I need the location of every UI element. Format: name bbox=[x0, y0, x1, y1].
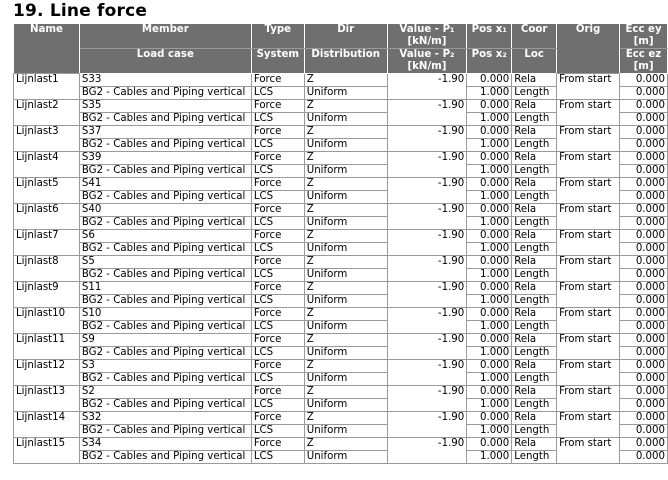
table-header bbox=[14, 24, 668, 74]
cell-load-case: BG2 - Cables and Piping vertical bbox=[79, 139, 251, 152]
cell-system: LCS bbox=[251, 321, 304, 334]
cell-pos-x2: 1.000 bbox=[467, 191, 512, 204]
cell-load-case: BG2 - Cables and Piping vertical bbox=[79, 113, 251, 126]
cell-member: S37 bbox=[79, 126, 251, 139]
table-row bbox=[14, 334, 668, 347]
cell-load-case: BG2 - Cables and Piping vertical bbox=[79, 217, 251, 230]
cell-orig: From start bbox=[557, 256, 620, 282]
cell-name: Lijnlast5 bbox=[14, 178, 80, 204]
cell-orig: From start bbox=[557, 152, 620, 178]
cell-pos-x1: 0.000 bbox=[467, 386, 512, 399]
cell-ecc-ez: 0.000 bbox=[620, 191, 668, 204]
cell-distribution: Uniform bbox=[304, 347, 387, 360]
cell-ecc-ez: 0.000 bbox=[620, 269, 668, 282]
cell-value-p1: -1.90 bbox=[387, 152, 467, 165]
cell-distribution: Uniform bbox=[304, 165, 387, 178]
cell-pos-x1: 0.000 bbox=[467, 308, 512, 321]
cell-ecc-ez: 0.000 bbox=[620, 165, 668, 178]
cell-loc: Length bbox=[512, 139, 557, 152]
cell-orig: From start bbox=[557, 334, 620, 360]
cell-system: LCS bbox=[251, 373, 304, 386]
cell-pos-x1: 0.000 bbox=[467, 438, 512, 451]
cell-system: LCS bbox=[251, 139, 304, 152]
header-value-p2: Value - P₂ [kN/m] bbox=[387, 49, 467, 74]
cell-system: LCS bbox=[251, 243, 304, 256]
cell-load-case: BG2 - Cables and Piping vertical bbox=[79, 269, 251, 282]
cell-distribution: Uniform bbox=[304, 399, 387, 412]
table-row bbox=[14, 308, 668, 321]
header-value-p1: Value - P₁ [kN/m] bbox=[387, 24, 467, 49]
cell-system: LCS bbox=[251, 269, 304, 282]
cell-dir: Z bbox=[304, 126, 387, 139]
table-row bbox=[14, 386, 668, 399]
cell-name: Lijnlast3 bbox=[14, 126, 80, 152]
cell-orig: From start bbox=[557, 438, 620, 464]
cell-orig: From start bbox=[557, 126, 620, 152]
cell-system: LCS bbox=[251, 399, 304, 412]
header-member: Member bbox=[79, 24, 251, 49]
cell-name: Lijnlast7 bbox=[14, 230, 80, 256]
cell-loc: Length bbox=[512, 243, 557, 256]
cell-pos-x1: 0.000 bbox=[467, 412, 512, 425]
cell-type: Force bbox=[251, 282, 304, 295]
cell-load-case: BG2 - Cables and Piping vertical bbox=[79, 87, 251, 100]
cell-ecc-ey: 0.000 bbox=[620, 74, 668, 87]
cell-orig: From start bbox=[557, 204, 620, 230]
table-body bbox=[14, 74, 668, 464]
cell-value-p1: -1.90 bbox=[387, 100, 467, 113]
cell-type: Force bbox=[251, 256, 304, 269]
cell-name: Lijnlast11 bbox=[14, 334, 80, 360]
cell-member: S2 bbox=[79, 386, 251, 399]
cell-distribution: Uniform bbox=[304, 139, 387, 152]
cell-pos-x1: 0.000 bbox=[467, 204, 512, 217]
cell-pos-x2: 1.000 bbox=[467, 139, 512, 152]
cell-ecc-ey: 0.000 bbox=[620, 152, 668, 165]
cell-ecc-ey: 0.000 bbox=[620, 438, 668, 451]
cell-coor: Rela bbox=[512, 100, 557, 113]
cell-coor: Rela bbox=[512, 256, 557, 269]
cell-coor: Rela bbox=[512, 308, 557, 321]
cell-ecc-ey: 0.000 bbox=[620, 386, 668, 399]
cell-pos-x2: 1.000 bbox=[467, 373, 512, 386]
cell-ecc-ez: 0.000 bbox=[620, 425, 668, 438]
cell-value-p2 bbox=[387, 165, 467, 178]
cell-coor: Rela bbox=[512, 360, 557, 373]
cell-value-p1: -1.90 bbox=[387, 126, 467, 139]
cell-value-p2 bbox=[387, 425, 467, 438]
cell-coor: Rela bbox=[512, 282, 557, 295]
cell-system: LCS bbox=[251, 451, 304, 464]
cell-dir: Z bbox=[304, 412, 387, 425]
cell-ecc-ez: 0.000 bbox=[620, 399, 668, 412]
cell-system: LCS bbox=[251, 217, 304, 230]
cell-pos-x1: 0.000 bbox=[467, 256, 512, 269]
cell-load-case: BG2 - Cables and Piping vertical bbox=[79, 295, 251, 308]
cell-loc: Length bbox=[512, 87, 557, 100]
header-distribution: Distribution bbox=[304, 49, 387, 74]
cell-loc: Length bbox=[512, 347, 557, 360]
table-row bbox=[14, 230, 668, 243]
cell-member: S10 bbox=[79, 308, 251, 321]
table-row bbox=[14, 204, 668, 217]
cell-loc: Length bbox=[512, 113, 557, 126]
cell-ecc-ey: 0.000 bbox=[620, 308, 668, 321]
cell-pos-x1: 0.000 bbox=[467, 334, 512, 347]
cell-member: S41 bbox=[79, 178, 251, 191]
header-orig: Orig bbox=[557, 24, 620, 74]
cell-distribution: Uniform bbox=[304, 217, 387, 230]
cell-coor: Rela bbox=[512, 152, 557, 165]
cell-ecc-ez: 0.000 bbox=[620, 139, 668, 152]
cell-distribution: Uniform bbox=[304, 321, 387, 334]
table-row bbox=[14, 74, 668, 87]
cell-distribution: Uniform bbox=[304, 373, 387, 386]
cell-orig: From start bbox=[557, 230, 620, 256]
cell-type: Force bbox=[251, 100, 304, 113]
cell-orig: From start bbox=[557, 178, 620, 204]
cell-member: S40 bbox=[79, 204, 251, 217]
cell-dir: Z bbox=[304, 438, 387, 451]
table-row bbox=[14, 126, 668, 139]
cell-value-p2 bbox=[387, 373, 467, 386]
cell-ecc-ez: 0.000 bbox=[620, 217, 668, 230]
cell-name: Lijnlast1 bbox=[14, 74, 80, 100]
table-row bbox=[14, 360, 668, 373]
cell-dir: Z bbox=[304, 308, 387, 321]
cell-coor: Rela bbox=[512, 412, 557, 425]
cell-ecc-ey: 0.000 bbox=[620, 100, 668, 113]
cell-dir: Z bbox=[304, 256, 387, 269]
cell-ecc-ey: 0.000 bbox=[620, 412, 668, 425]
cell-ecc-ey: 0.000 bbox=[620, 256, 668, 269]
cell-orig: From start bbox=[557, 412, 620, 438]
cell-value-p1: -1.90 bbox=[387, 178, 467, 191]
cell-type: Force bbox=[251, 204, 304, 217]
cell-name: Lijnlast4 bbox=[14, 152, 80, 178]
cell-name: Lijnlast15 bbox=[14, 438, 80, 464]
cell-value-p2 bbox=[387, 269, 467, 282]
cell-orig: From start bbox=[557, 74, 620, 100]
cell-type: Force bbox=[251, 152, 304, 165]
cell-orig: From start bbox=[557, 308, 620, 334]
cell-value-p2 bbox=[387, 113, 467, 126]
cell-pos-x2: 1.000 bbox=[467, 347, 512, 360]
table-row bbox=[14, 152, 668, 165]
cell-system: LCS bbox=[251, 425, 304, 438]
header-loc: Loc bbox=[512, 49, 557, 74]
cell-dir: Z bbox=[304, 230, 387, 243]
cell-ecc-ez: 0.000 bbox=[620, 87, 668, 100]
cell-pos-x2: 1.000 bbox=[467, 321, 512, 334]
page-title: 19. Line force bbox=[13, 1, 148, 21]
cell-system: LCS bbox=[251, 347, 304, 360]
cell-loc: Length bbox=[512, 425, 557, 438]
cell-ecc-ez: 0.000 bbox=[620, 451, 668, 464]
cell-dir: Z bbox=[304, 74, 387, 87]
cell-distribution: Uniform bbox=[304, 113, 387, 126]
cell-name: Lijnlast14 bbox=[14, 412, 80, 438]
cell-pos-x2: 1.000 bbox=[467, 295, 512, 308]
cell-ecc-ez: 0.000 bbox=[620, 347, 668, 360]
cell-value-p2 bbox=[387, 139, 467, 152]
cell-load-case: BG2 - Cables and Piping vertical bbox=[79, 373, 251, 386]
header-type: Type bbox=[251, 24, 304, 49]
cell-system: LCS bbox=[251, 113, 304, 126]
cell-loc: Length bbox=[512, 165, 557, 178]
cell-value-p1: -1.90 bbox=[387, 204, 467, 217]
header-name: Name bbox=[14, 24, 80, 74]
cell-distribution: Uniform bbox=[304, 425, 387, 438]
cell-dir: Z bbox=[304, 360, 387, 373]
cell-load-case: BG2 - Cables and Piping vertical bbox=[79, 243, 251, 256]
cell-coor: Rela bbox=[512, 334, 557, 347]
header-pos-x1: Pos x₁ bbox=[467, 24, 512, 49]
cell-pos-x1: 0.000 bbox=[467, 360, 512, 373]
cell-type: Force bbox=[251, 412, 304, 425]
cell-member: S39 bbox=[79, 152, 251, 165]
cell-value-p1: -1.90 bbox=[387, 282, 467, 295]
cell-value-p2 bbox=[387, 347, 467, 360]
cell-member: S35 bbox=[79, 100, 251, 113]
cell-pos-x1: 0.000 bbox=[467, 282, 512, 295]
table-row bbox=[14, 256, 668, 269]
cell-member: S9 bbox=[79, 334, 251, 347]
cell-load-case: BG2 - Cables and Piping vertical bbox=[79, 191, 251, 204]
cell-system: LCS bbox=[251, 191, 304, 204]
header-ecc-ey: Ecc ey [m] bbox=[620, 24, 668, 49]
cell-loc: Length bbox=[512, 295, 557, 308]
header-coor: Coor bbox=[512, 24, 557, 49]
line-force-table bbox=[13, 23, 668, 464]
cell-ecc-ez: 0.000 bbox=[620, 113, 668, 126]
cell-value-p2 bbox=[387, 191, 467, 204]
cell-name: Lijnlast6 bbox=[14, 204, 80, 230]
cell-coor: Rela bbox=[512, 74, 557, 87]
header-system: System bbox=[251, 49, 304, 74]
cell-pos-x1: 0.000 bbox=[467, 230, 512, 243]
cell-pos-x2: 1.000 bbox=[467, 243, 512, 256]
cell-value-p1: -1.90 bbox=[387, 334, 467, 347]
cell-pos-x1: 0.000 bbox=[467, 126, 512, 139]
cell-load-case: BG2 - Cables and Piping vertical bbox=[79, 347, 251, 360]
cell-member: S5 bbox=[79, 256, 251, 269]
cell-type: Force bbox=[251, 230, 304, 243]
cell-dir: Z bbox=[304, 386, 387, 399]
cell-type: Force bbox=[251, 178, 304, 191]
cell-pos-x1: 0.000 bbox=[467, 74, 512, 87]
cell-type: Force bbox=[251, 438, 304, 451]
cell-type: Force bbox=[251, 386, 304, 399]
cell-value-p1: -1.90 bbox=[387, 308, 467, 321]
cell-ecc-ey: 0.000 bbox=[620, 126, 668, 139]
cell-member: S34 bbox=[79, 438, 251, 451]
cell-value-p2 bbox=[387, 217, 467, 230]
cell-value-p1: -1.90 bbox=[387, 386, 467, 399]
table-row bbox=[14, 282, 668, 295]
cell-value-p1: -1.90 bbox=[387, 438, 467, 451]
cell-coor: Rela bbox=[512, 438, 557, 451]
cell-ecc-ez: 0.000 bbox=[620, 295, 668, 308]
cell-load-case: BG2 - Cables and Piping vertical bbox=[79, 321, 251, 334]
cell-load-case: BG2 - Cables and Piping vertical bbox=[79, 399, 251, 412]
cell-member: S32 bbox=[79, 412, 251, 425]
cell-member: S33 bbox=[79, 74, 251, 87]
cell-ecc-ez: 0.000 bbox=[620, 243, 668, 256]
cell-pos-x1: 0.000 bbox=[467, 100, 512, 113]
cell-value-p2 bbox=[387, 295, 467, 308]
cell-member: S3 bbox=[79, 360, 251, 373]
cell-ecc-ey: 0.000 bbox=[620, 178, 668, 191]
cell-system: LCS bbox=[251, 165, 304, 178]
cell-system: LCS bbox=[251, 87, 304, 100]
cell-member: S6 bbox=[79, 230, 251, 243]
cell-loc: Length bbox=[512, 269, 557, 282]
cell-pos-x2: 1.000 bbox=[467, 113, 512, 126]
cell-coor: Rela bbox=[512, 386, 557, 399]
cell-ecc-ez: 0.000 bbox=[620, 373, 668, 386]
table-row bbox=[14, 100, 668, 113]
cell-load-case: BG2 - Cables and Piping vertical bbox=[79, 165, 251, 178]
cell-ecc-ey: 0.000 bbox=[620, 230, 668, 243]
cell-value-p1: -1.90 bbox=[387, 230, 467, 243]
cell-dir: Z bbox=[304, 204, 387, 217]
cell-ecc-ez: 0.000 bbox=[620, 321, 668, 334]
cell-value-p2 bbox=[387, 399, 467, 412]
header-ecc-ez: Ecc ez [m] bbox=[620, 49, 668, 74]
cell-dir: Z bbox=[304, 178, 387, 191]
cell-pos-x2: 1.000 bbox=[467, 87, 512, 100]
cell-value-p1: -1.90 bbox=[387, 74, 467, 87]
cell-load-case: BG2 - Cables and Piping vertical bbox=[79, 451, 251, 464]
cell-pos-x1: 0.000 bbox=[467, 152, 512, 165]
cell-name: Lijnlast8 bbox=[14, 256, 80, 282]
cell-distribution: Uniform bbox=[304, 451, 387, 464]
cell-loc: Length bbox=[512, 451, 557, 464]
cell-distribution: Uniform bbox=[304, 243, 387, 256]
header-pos-x2: Pos x₂ bbox=[467, 49, 512, 74]
cell-distribution: Uniform bbox=[304, 269, 387, 282]
cell-coor: Rela bbox=[512, 178, 557, 191]
cell-value-p1: -1.90 bbox=[387, 412, 467, 425]
cell-value-p2 bbox=[387, 451, 467, 464]
cell-coor: Rela bbox=[512, 230, 557, 243]
cell-loc: Length bbox=[512, 191, 557, 204]
header-load-case: Load case bbox=[79, 49, 251, 74]
cell-type: Force bbox=[251, 126, 304, 139]
cell-type: Force bbox=[251, 74, 304, 87]
cell-loc: Length bbox=[512, 217, 557, 230]
cell-value-p2 bbox=[387, 243, 467, 256]
cell-type: Force bbox=[251, 334, 304, 347]
header-dir: Dir bbox=[304, 24, 387, 49]
cell-pos-x2: 1.000 bbox=[467, 451, 512, 464]
cell-orig: From start bbox=[557, 282, 620, 308]
table-row bbox=[14, 178, 668, 191]
cell-pos-x2: 1.000 bbox=[467, 425, 512, 438]
cell-orig: From start bbox=[557, 360, 620, 386]
cell-value-p2 bbox=[387, 87, 467, 100]
cell-orig: From start bbox=[557, 100, 620, 126]
cell-distribution: Uniform bbox=[304, 191, 387, 204]
cell-coor: Rela bbox=[512, 204, 557, 217]
cell-member: S11 bbox=[79, 282, 251, 295]
cell-coor: Rela bbox=[512, 126, 557, 139]
cell-pos-x2: 1.000 bbox=[467, 165, 512, 178]
cell-pos-x2: 1.000 bbox=[467, 399, 512, 412]
cell-dir: Z bbox=[304, 100, 387, 113]
cell-name: Lijnlast13 bbox=[14, 386, 80, 412]
cell-type: Force bbox=[251, 308, 304, 321]
cell-load-case: BG2 - Cables and Piping vertical bbox=[79, 425, 251, 438]
cell-pos-x2: 1.000 bbox=[467, 269, 512, 282]
cell-system: LCS bbox=[251, 295, 304, 308]
table-row bbox=[14, 438, 668, 451]
cell-pos-x2: 1.000 bbox=[467, 217, 512, 230]
cell-name: Lijnlast2 bbox=[14, 100, 80, 126]
cell-type: Force bbox=[251, 360, 304, 373]
cell-name: Lijnlast10 bbox=[14, 308, 80, 334]
table-row bbox=[14, 412, 668, 425]
cell-loc: Length bbox=[512, 321, 557, 334]
cell-ecc-ey: 0.000 bbox=[620, 282, 668, 295]
cell-loc: Length bbox=[512, 373, 557, 386]
cell-name: Lijnlast9 bbox=[14, 282, 80, 308]
cell-value-p1: -1.90 bbox=[387, 256, 467, 269]
cell-dir: Z bbox=[304, 334, 387, 347]
cell-loc: Length bbox=[512, 399, 557, 412]
cell-ecc-ey: 0.000 bbox=[620, 204, 668, 217]
cell-pos-x1: 0.000 bbox=[467, 178, 512, 191]
cell-orig: From start bbox=[557, 386, 620, 412]
cell-ecc-ey: 0.000 bbox=[620, 360, 668, 373]
cell-value-p1: -1.90 bbox=[387, 360, 467, 373]
cell-dir: Z bbox=[304, 152, 387, 165]
cell-dir: Z bbox=[304, 282, 387, 295]
cell-distribution: Uniform bbox=[304, 295, 387, 308]
cell-name: Lijnlast12 bbox=[14, 360, 80, 386]
cell-value-p2 bbox=[387, 321, 467, 334]
cell-distribution: Uniform bbox=[304, 87, 387, 100]
cell-ecc-ey: 0.000 bbox=[620, 334, 668, 347]
